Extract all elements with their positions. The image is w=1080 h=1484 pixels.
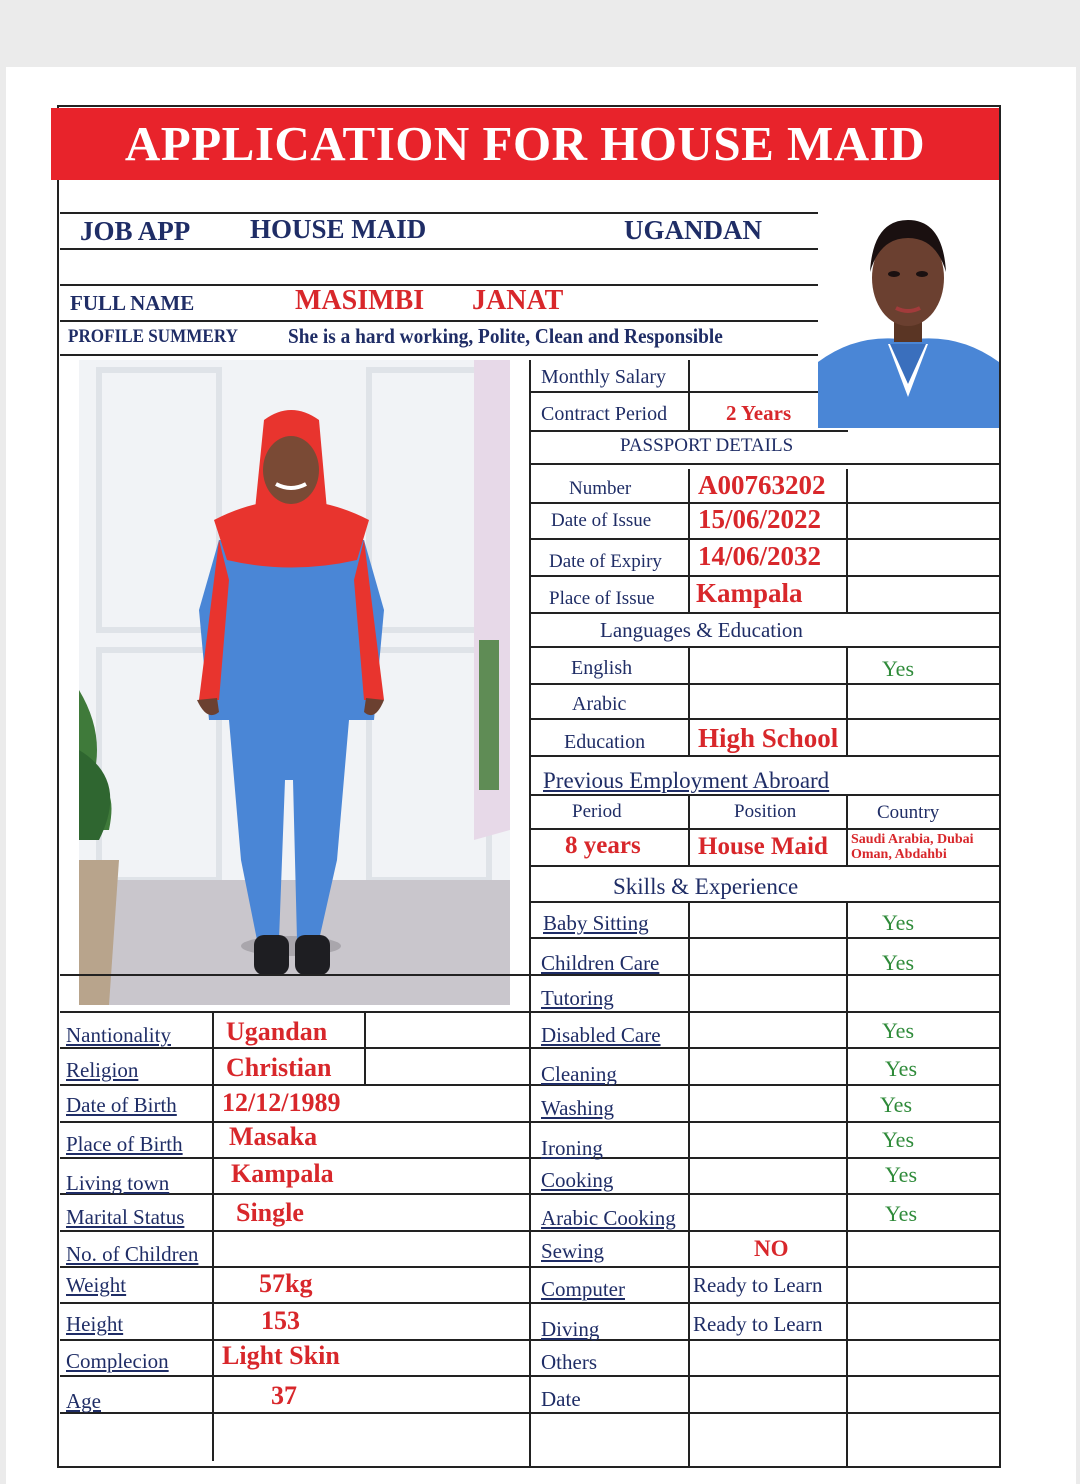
full-body-photo bbox=[79, 360, 510, 1005]
divider bbox=[530, 612, 1000, 614]
divider bbox=[60, 354, 818, 356]
job-app-label: JOB APP bbox=[80, 216, 191, 246]
employment-country bbox=[851, 832, 974, 862]
divider bbox=[530, 755, 1000, 757]
personal-value: 12/12/1989 bbox=[222, 1088, 341, 1117]
personal-label: Complecion bbox=[66, 1349, 169, 1373]
frame-right bbox=[999, 105, 1001, 1467]
personal-label: Age bbox=[66, 1389, 101, 1413]
divider bbox=[846, 648, 848, 755]
skill-label: Washing bbox=[541, 1096, 614, 1120]
personal-label: No. of Children bbox=[66, 1242, 199, 1266]
last-name: JANAT bbox=[472, 285, 564, 316]
passport-number: A00763202 bbox=[698, 470, 826, 500]
divider bbox=[60, 974, 1000, 976]
divider bbox=[529, 360, 531, 1466]
skill-value: Yes bbox=[882, 950, 915, 975]
education-label: Education bbox=[564, 731, 646, 753]
skill-label: Sewing bbox=[541, 1239, 604, 1263]
skill-label: Baby Sitting bbox=[543, 911, 649, 935]
personal-label: Religion bbox=[66, 1058, 139, 1082]
divider bbox=[530, 683, 1000, 685]
profile-label: PROFILE SUMMERY bbox=[68, 326, 238, 347]
divider bbox=[530, 865, 1000, 867]
employment-period-label: Period bbox=[572, 801, 622, 822]
skill-value: Yes bbox=[882, 1127, 915, 1152]
employment-period: 8 years bbox=[565, 832, 641, 859]
skill-label: Ironing bbox=[541, 1136, 603, 1160]
passport-heading: PASSPORT DETAILS bbox=[620, 435, 794, 456]
personal-value: 37 bbox=[271, 1381, 297, 1410]
skill-value: Yes bbox=[880, 1092, 913, 1117]
divider bbox=[530, 538, 1000, 540]
divider bbox=[530, 718, 1000, 720]
frame-top bbox=[57, 105, 1001, 107]
divider bbox=[212, 1011, 214, 1461]
divider bbox=[688, 469, 690, 613]
skill-value: Yes bbox=[882, 1018, 915, 1043]
divider bbox=[688, 796, 690, 866]
skill-label: Disabled Care bbox=[541, 1023, 661, 1047]
nationality-header: UGANDAN bbox=[624, 215, 762, 245]
employment-position-label: Position bbox=[734, 801, 797, 822]
frame-left bbox=[57, 105, 59, 1467]
divider bbox=[60, 1230, 1000, 1232]
personal-label: Place of Birth bbox=[66, 1132, 183, 1156]
divider bbox=[530, 794, 1000, 796]
skill-value: Yes bbox=[885, 1162, 918, 1187]
contract-period-label: Contract Period bbox=[541, 403, 668, 425]
first-name: MASIMBI bbox=[295, 285, 425, 316]
personal-value: Single bbox=[236, 1198, 304, 1227]
divider bbox=[60, 1011, 530, 1013]
skill-label: Date bbox=[541, 1387, 581, 1411]
skill-label: Cooking bbox=[541, 1168, 614, 1192]
divider bbox=[60, 320, 818, 322]
personal-value: Light Skin bbox=[222, 1341, 340, 1370]
personal-label: Marital Status bbox=[66, 1205, 185, 1229]
personal-label: Height bbox=[66, 1312, 124, 1336]
personal-label: Living town bbox=[66, 1171, 170, 1195]
passport-number-label: Number bbox=[569, 478, 632, 499]
personal-value: 57kg bbox=[259, 1269, 313, 1298]
issue-date-label: Date of Issue bbox=[551, 510, 652, 531]
salary-label: Monthly Salary bbox=[541, 366, 666, 388]
personal-label: Weight bbox=[66, 1273, 127, 1297]
divider bbox=[846, 903, 848, 1467]
english-value: Yes bbox=[882, 656, 915, 681]
english-label: English bbox=[571, 657, 633, 679]
expiry-date-label: Date of Expiry bbox=[549, 551, 662, 572]
skill-label: Tutoring bbox=[541, 986, 614, 1010]
personal-value: Masaka bbox=[229, 1122, 318, 1151]
divider bbox=[530, 901, 1000, 903]
expiry-date: 14/06/2032 bbox=[698, 541, 822, 571]
skill-value: Ready to Learn bbox=[693, 1273, 823, 1297]
personal-value: Christian bbox=[226, 1053, 332, 1082]
position-value: HOUSE MAID bbox=[250, 214, 427, 244]
full-name-label: FULL NAME bbox=[70, 291, 195, 315]
issue-place-label: Place of Issue bbox=[549, 588, 655, 609]
employment-heading: Previous Employment Abroard bbox=[543, 768, 830, 793]
divider bbox=[530, 1011, 1000, 1013]
divider bbox=[364, 1011, 366, 1084]
languages-heading: Languages & Education bbox=[600, 618, 803, 642]
divider bbox=[688, 903, 690, 1467]
employment-position: House Maid bbox=[698, 833, 828, 860]
skill-value: Yes bbox=[882, 910, 915, 935]
skill-value: Yes bbox=[885, 1056, 918, 1081]
divider bbox=[60, 212, 818, 214]
divider bbox=[688, 648, 690, 755]
divider bbox=[60, 1412, 1000, 1414]
personal-value: Kampala bbox=[231, 1159, 334, 1188]
personal-label: Date of Birth bbox=[66, 1093, 177, 1117]
employment-country-line1: Saudi Arabia, Dubai bbox=[851, 832, 974, 847]
skill-value: Yes bbox=[885, 1201, 918, 1226]
skill-label: Others bbox=[541, 1350, 597, 1374]
page-title: APPLICATION FOR HOUSE MAID bbox=[51, 108, 999, 180]
headshot-photo bbox=[818, 212, 999, 428]
skill-value: NO bbox=[754, 1236, 789, 1261]
issue-date: 15/06/2022 bbox=[698, 504, 822, 534]
arabic-label: Arabic bbox=[572, 693, 627, 715]
divider bbox=[60, 1375, 1000, 1377]
skill-label: Arabic Cooking bbox=[541, 1206, 676, 1230]
profile-summary: She is a hard working, Polite, Clean and Responsible bbox=[288, 324, 723, 348]
employment-country-label: Country bbox=[877, 802, 940, 823]
employment-country-line2: Oman, Abdahbi bbox=[851, 847, 947, 862]
skills-heading: Skills & Experience bbox=[613, 874, 799, 899]
education-value: High School bbox=[698, 723, 839, 753]
divider bbox=[530, 646, 1000, 648]
divider bbox=[60, 1084, 1000, 1086]
issue-place: Kampala bbox=[696, 578, 803, 608]
divider bbox=[530, 430, 848, 432]
divider bbox=[846, 796, 848, 866]
divider bbox=[60, 1339, 1000, 1341]
skill-label: Diving bbox=[541, 1317, 600, 1341]
divider bbox=[530, 828, 1000, 830]
divider bbox=[60, 1266, 1000, 1268]
divider bbox=[60, 1121, 1000, 1123]
divider bbox=[60, 1302, 1000, 1304]
divider bbox=[530, 391, 818, 393]
contract-period-value: 2 Years bbox=[726, 401, 792, 425]
divider bbox=[60, 1157, 1000, 1159]
divider bbox=[60, 248, 818, 250]
skill-label: Children Care bbox=[541, 951, 660, 975]
skill-value: Ready to Learn bbox=[693, 1312, 823, 1336]
personal-label: Nantionality bbox=[66, 1023, 171, 1047]
divider bbox=[846, 469, 848, 613]
personal-value: 153 bbox=[261, 1306, 300, 1335]
divider bbox=[530, 575, 1000, 577]
divider bbox=[60, 284, 818, 286]
divider bbox=[688, 360, 690, 432]
frame-bottom bbox=[57, 1466, 1001, 1468]
divider bbox=[60, 1047, 1000, 1049]
divider bbox=[530, 937, 1000, 939]
personal-value: Ugandan bbox=[226, 1017, 328, 1046]
divider bbox=[60, 1193, 1000, 1195]
divider bbox=[530, 463, 1000, 465]
skill-label: Computer bbox=[541, 1277, 625, 1301]
skill-label: Cleaning bbox=[541, 1062, 617, 1086]
